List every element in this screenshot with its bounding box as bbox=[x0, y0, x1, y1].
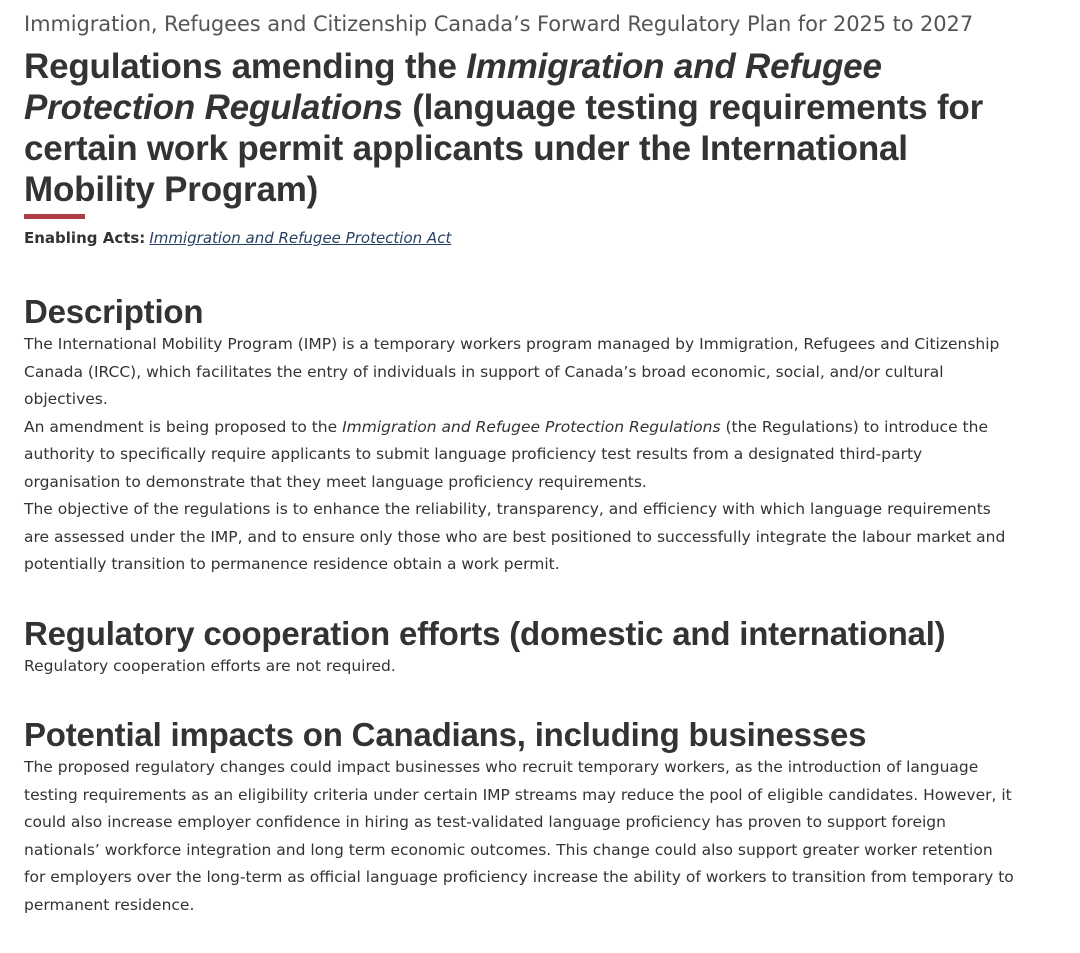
page-title-part2: (language testing requirements for certain work permit applicants under the International Mobility Program) bbox=[24, 88, 983, 209]
page-title-part1: Regulations amending the bbox=[24, 47, 467, 86]
page-title bbox=[24, 46, 1024, 210]
impacts-paragraph: The proposed regulatory changes could impact businesses who recruit temporary workers, as the introduction of language testing requirements as an eligibility criteria under certain IMP streams may reduce the pool of eligible candidates. However, it could also increase employer confidence in hiring as test-validated language proficiency has proven to support foreign nationals’ workforce integration and long term economic outcomes. This change could also support greater worker retention for employers over the long-term as official language proficiency increase the ability of workers to transition from temporary to permanent residence. bbox=[24, 758, 1014, 914]
description-p2-after: (the Regulations) to introduce the authority to specifically require applicants to submit language proficiency test results from a designated third-party organisation to demonstrate that they meet language proficiency requirements. bbox=[24, 417, 988, 491]
description-paragraph-2 bbox=[24, 414, 1014, 497]
description-p2-before: An amendment is being proposed to the bbox=[24, 417, 343, 436]
title-accent-rule bbox=[24, 214, 85, 219]
plan-title: Immigration, Refugees and Citizenship Canada’s Forward Regulatory Plan for 2025 to 2027 bbox=[24, 12, 974, 36]
page-title-italic: Immigration and Refugee Protection Regulations bbox=[24, 47, 882, 127]
description-heading: Description bbox=[24, 293, 204, 330]
enabling-act-link[interactable]: Immigration and Refugee Protection Act bbox=[149, 229, 452, 247]
description-paragraph-3: The objective of the regulations is to enhance the reliability, transparency, and efficiency with which language requirements are assessed under the IMP, and to ensure only those who are best positioned to successfully integrate the labour market and potentially transition to permanence residence obtain a work permit. bbox=[24, 500, 1006, 573]
enabling-acts bbox=[24, 227, 1044, 249]
enabling-acts-label: Enabling Acts: bbox=[24, 229, 146, 247]
cooperation-heading: Regulatory cooperation efforts (domestic and international) bbox=[24, 614, 946, 652]
cooperation-paragraph: Regulatory cooperation efforts are not required. bbox=[24, 656, 396, 675]
description-paragraph-1: The International Mobility Program (IMP) is a temporary workers program managed by Immigration, Refugees and Citizenship Canada (IRCC), which facilitates the entry of individuals in support of Canada’s broad economic, social, and/or cultural objectives. bbox=[24, 335, 1000, 408]
description-p2-italic: Immigration and Refugee Protection Regulations bbox=[342, 417, 721, 436]
impacts-heading: Potential impacts on Canadians, including businesses bbox=[24, 716, 867, 753]
